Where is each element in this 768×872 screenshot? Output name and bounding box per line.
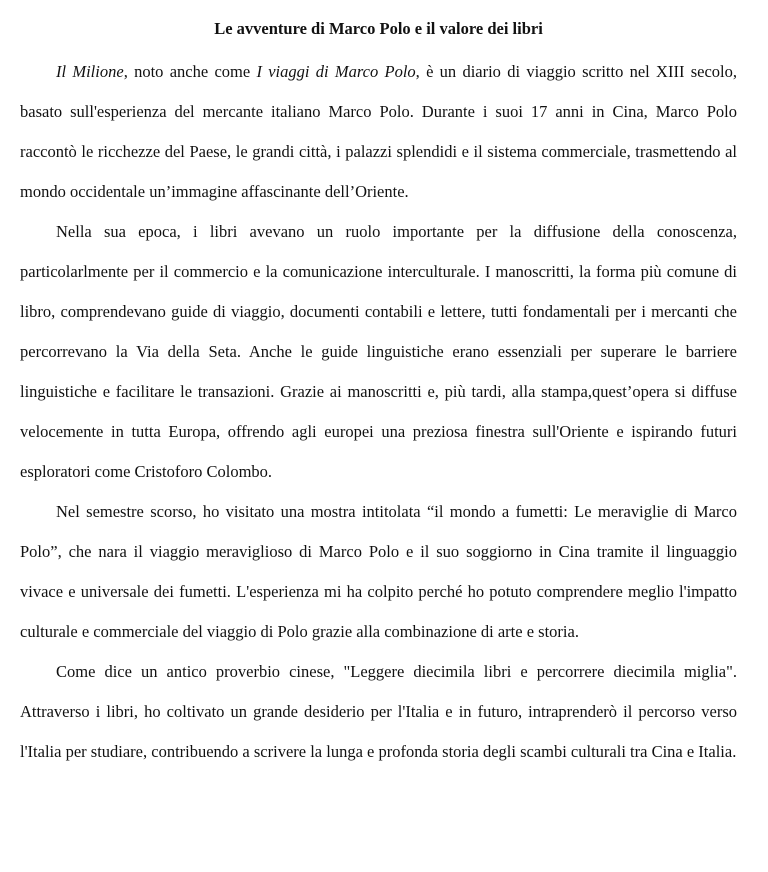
paragraph-1 — [20, 52, 737, 212]
paragraph-4: Come dice un antico proverbio cinese, "Leggere diecimila libri e percorrere diecimila miglia". Attraverso i libri, ho coltivato un grande desiderio per l'Italia e in futuro, intraprenderò il percorso verso l'Italia per studiare, contribuendo a scrivere la lunga e profonda storia degli scambi culturali tra Cina e Italia. — [20, 662, 737, 761]
paragraph-2: Nella sua epoca, i libri avevano un ruolo importante per la diffusione della conoscenza, particolarlmente per il commercio e la comunicazione interculturale. I manoscritti, la forma più comune di libro, comprendevano guide di viaggio, documenti contabili e lettere, tutti fondamentali per i mercanti che percorrevano la Via della Seta. Anche le guide linguistiche erano essenziali per superare le barriere linguistiche e facilitare le transazioni. Grazie ai manoscritti e, più tardi, alla stampa,quest’opera si diffuse velocemente in tutta Europa, offrendo agli europei una preziosa finestra sull'Oriente e ispirando futuri esploratori come Cristoforo Colombo. — [20, 222, 737, 481]
paragraph-3: Nel semestre scorso, ho visitato una mostra intitolata “il mondo a fumetti: Le meraviglie di Marco Polo”, che nara il viaggio meraviglioso di Marco Polo e il suo soggiorno in Cina tramite il linguaggio vivace e universale dei fumetti. L'esperienza mi ha colpito perché ho potuto comprendere meglio l'impatto culturale e commerciale del viaggio di Polo grazie alla combinazione di arte e storia. — [20, 502, 737, 641]
book-title-il-milione: Il Milione — [56, 62, 124, 81]
book-title-i-viaggi: I viaggi di Marco Polo — [256, 62, 416, 81]
document-title: Le avventure di Marco Polo e il valore dei libri — [214, 19, 543, 38]
paragraph-1-text-b: , è un diario di viaggio scritto nel XIII secolo, basato sull'esperienza del mercante italiano Marco Polo. Durante i suoi 17 anni in Cina, Marco Polo raccontò le ricchezze del Paese, le grandi città, i palazzi splendidi e il sistema commerciale, trasmettendo al mondo occidentale un’immagine affascinante dell’Oriente. — [20, 62, 737, 201]
paragraph-1-text-a: , noto anche come — [123, 62, 257, 81]
